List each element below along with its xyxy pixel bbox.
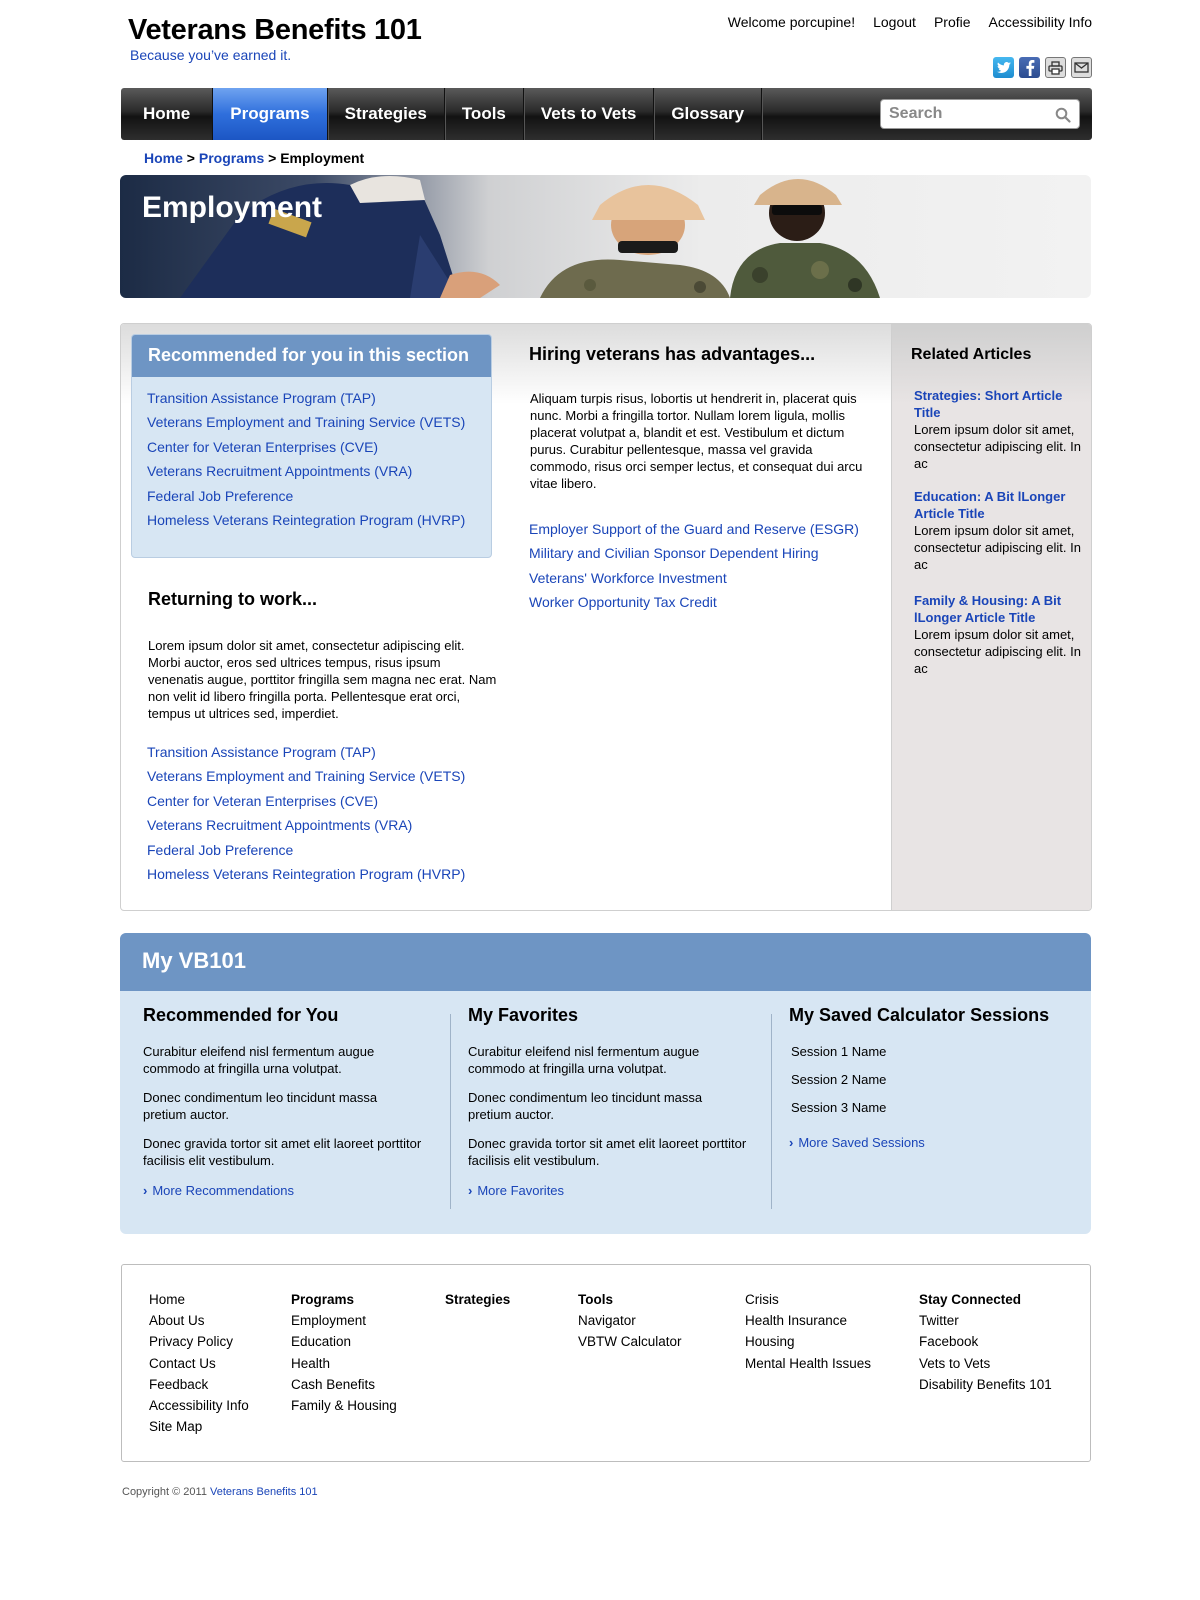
- nav-glossary[interactable]: Glossary: [654, 88, 762, 140]
- returning-body: Lorem ipsum dolor sit amet, consectetur adipiscing elit. Morbi auctor, eros sed ultrices tempus, risus ipsum venenatis augue, porttitor fringilla sem magna nec erat. Nam non velit id libero fringilla porta. Pellentesque erat orci, tempus ut ultrices sed, imperdiet.: [148, 638, 497, 721]
- related-article: [914, 387, 1084, 472]
- hero-banner: [120, 175, 1091, 298]
- recommended-link[interactable]: Federal Job Preference: [147, 487, 294, 504]
- recommended-link[interactable]: Veterans Employment and Training Service (VETS): [147, 414, 466, 431]
- footer-column: [291, 1292, 397, 1419]
- hiring-link[interactable]: Worker Opportunity Tax Credit: [529, 594, 717, 611]
- footer-heading-programs[interactable]: Programs: [291, 1292, 355, 1307]
- footer-column: [745, 1292, 871, 1377]
- site-title[interactable]: Veterans Benefits 101: [128, 14, 422, 46]
- footer-heading-strategies[interactable]: Strategies: [445, 1292, 511, 1307]
- related-article-title[interactable]: Education: A Bit lLonger Article Title: [914, 489, 1066, 521]
- related-article-title[interactable]: Family & Housing: A Bit lLonger Article Title: [914, 593, 1062, 625]
- footer-link[interactable]: Facebook: [919, 1334, 979, 1350]
- breadcrumb-current: Employment: [280, 150, 365, 166]
- my-vb101-title: My VB101: [120, 933, 1091, 991]
- twitter-icon[interactable]: [993, 57, 1014, 78]
- more-favorites-link[interactable]: [468, 1183, 748, 1198]
- breadcrumb: [144, 150, 364, 166]
- footer-link[interactable]: Vets to Vets: [919, 1355, 991, 1371]
- recommended-links: [132, 377, 491, 534]
- related-articles-sidebar: [891, 324, 1092, 911]
- my-recommendations: [143, 1005, 423, 1198]
- site-tagline: Because you’ve earned it.: [130, 47, 292, 63]
- nav-vets-to-vets[interactable]: Vets to Vets: [524, 88, 654, 140]
- session-item[interactable]: Session 1 Name: [791, 1044, 887, 1059]
- column-divider: [450, 1014, 451, 1209]
- print-icon[interactable]: [1045, 57, 1066, 78]
- chevron-right-icon: ›: [143, 1183, 148, 1198]
- footer-link[interactable]: Accessibility Info: [149, 1397, 249, 1413]
- footer-link[interactable]: Family & Housing: [291, 1397, 397, 1413]
- column-divider: [771, 1014, 772, 1209]
- footer-column: [578, 1292, 682, 1356]
- related-article-title[interactable]: Strategies: Short Article Title: [914, 388, 1063, 420]
- recommended-section-title: Recommended for you in this section: [132, 335, 491, 377]
- my-favorites: [468, 1005, 748, 1198]
- returning-link[interactable]: Center for Veteran Enterprises (CVE): [147, 792, 379, 809]
- footer-link[interactable]: Privacy Policy: [149, 1334, 234, 1350]
- share-buttons: [993, 57, 1092, 78]
- accessibility-info-link[interactable]: Accessibility Info: [988, 14, 1092, 30]
- breadcrumb-programs[interactable]: Programs: [198, 150, 265, 166]
- returning-link[interactable]: Veterans Recruitment Appointments (VRA): [147, 817, 413, 834]
- related-articles-heading: Related Articles: [911, 346, 1032, 363]
- related-article-summary: Lorem ipsum dolor sit amet, consectetur adipiscing elit. In ac: [914, 422, 1081, 471]
- hiring-body: Aliquam turpis risus, lobortis ut hendrerit in, placerat quis nunc. Morbi a fringilla tortor. Nullam lorem ligula, mollis placerat volutpat a, blandit et est. Vestibulum et dictum purus. Curabitur pellentesque, massa vel gravida commodo, risus orci semper lectus, et consequat dui arcu vitae libero.: [530, 391, 863, 491]
- chevron-right-icon: ›: [468, 1183, 473, 1198]
- more-saved-sessions-link[interactable]: [789, 1135, 1049, 1150]
- recommendation-item[interactable]: Donec gravida tortor sit amet elit laoreet porttitor facilisis elit vestibulum.: [143, 1136, 422, 1168]
- more-favorites-label: More Favorites: [477, 1183, 565, 1198]
- footer-link[interactable]: Employment: [291, 1313, 367, 1329]
- returning-link[interactable]: Transition Assistance Program (TAP): [147, 744, 376, 760]
- related-article-summary: Lorem ipsum dolor sit amet, consectetur adipiscing elit. In ac: [914, 627, 1081, 676]
- nav-home[interactable]: Home: [121, 88, 213, 140]
- saved-sessions-heading: My Saved Calculator Sessions: [789, 1005, 1050, 1025]
- copyright-link[interactable]: Veterans Benefits 101: [210, 1486, 318, 1498]
- returning-heading: Returning to work...: [148, 589, 317, 609]
- nav-programs[interactable]: Programs: [213, 88, 327, 140]
- search-input[interactable]: [881, 105, 1041, 123]
- my-vb101-panel: [120, 933, 1091, 1234]
- footer-link[interactable]: Health: [291, 1355, 331, 1371]
- user-links: [728, 14, 1092, 30]
- search-icon[interactable]: [1055, 107, 1071, 123]
- my-favorites-heading: My Favorites: [468, 1005, 579, 1025]
- favorite-item[interactable]: Donec gravida tortor sit amet elit laoreet porttitor facilisis elit vestibulum.: [468, 1136, 747, 1168]
- recommended-link[interactable]: Homeless Veterans Reintegration Program (HVRP): [147, 511, 466, 528]
- recommended-link[interactable]: Center for Veteran Enterprises (CVE): [147, 438, 379, 455]
- nav-tools[interactable]: Tools: [445, 88, 524, 140]
- returning-link[interactable]: Veterans Employment and Training Service (VETS): [147, 768, 466, 785]
- footer-link[interactable]: About Us: [149, 1313, 205, 1329]
- footer-column: [149, 1292, 249, 1440]
- facebook-icon[interactable]: [1019, 57, 1040, 78]
- favorite-item[interactable]: Curabitur eleifend nisl fermentum augue commodo at fringilla urna volutpat.: [468, 1044, 700, 1076]
- footer-column: [919, 1292, 1052, 1398]
- related-article: [914, 592, 1084, 677]
- footer-link[interactable]: Cash Benefits: [291, 1376, 376, 1392]
- main-navigation: [121, 88, 1092, 140]
- email-icon[interactable]: [1071, 57, 1092, 78]
- footer-link[interactable]: Site Map: [149, 1419, 203, 1435]
- profile-link[interactable]: Profie: [933, 14, 971, 30]
- breadcrumb-home[interactable]: Home: [144, 150, 183, 166]
- footer-link[interactable]: Feedback: [149, 1376, 209, 1392]
- copyright: [122, 1486, 318, 1498]
- footer-heading-stay-connected: Stay Connected: [919, 1292, 1022, 1307]
- copyright-text: Copyright © 2011: [122, 1486, 207, 1498]
- footer-link[interactable]: Twitter: [919, 1313, 959, 1329]
- content-panel: [120, 323, 1092, 911]
- session-item[interactable]: Session 2 Name: [791, 1072, 887, 1087]
- footer-link[interactable]: Crisis: [745, 1292, 779, 1307]
- my-recommendations-heading: Recommended for You: [143, 1005, 339, 1025]
- search-box: [880, 99, 1080, 129]
- footer-link[interactable]: Home: [149, 1292, 186, 1307]
- recommended-link[interactable]: Veterans Recruitment Appointments (VRA): [147, 463, 413, 480]
- recommended-section-box: [131, 334, 492, 558]
- returning-link[interactable]: Homeless Veterans Reintegration Program (HVRP): [147, 865, 466, 882]
- recommendation-item[interactable]: Curabitur eleifend nisl fermentum augue commodo at fringilla urna volutpat.: [143, 1044, 375, 1076]
- footer-column: [445, 1292, 510, 1313]
- hiring-heading: Hiring veterans has advantages...: [529, 344, 816, 364]
- breadcrumb-separator: >: [268, 150, 281, 166]
- more-recommendations-link[interactable]: [143, 1183, 423, 1198]
- footer-link[interactable]: Health Insurance: [745, 1313, 848, 1329]
- site-footer: [121, 1264, 1091, 1462]
- returning-link[interactable]: Federal Job Preference: [147, 841, 294, 858]
- footer-link[interactable]: Disability Benefits 101: [919, 1376, 1052, 1392]
- hiring-links: [529, 519, 859, 617]
- related-article-summary: Lorem ipsum dolor sit amet, consectetur adipiscing elit. In ac: [914, 523, 1081, 572]
- nav-strategies[interactable]: Strategies: [328, 88, 445, 140]
- footer-link[interactable]: Education: [291, 1334, 352, 1350]
- hiring-link[interactable]: Veterans' Workforce Investment: [529, 569, 727, 586]
- my-saved-sessions: [789, 1005, 1049, 1150]
- footer-heading-tools[interactable]: Tools: [578, 1292, 613, 1307]
- hiring-link[interactable]: Military and Civilian Sponsor Dependent Hiring: [529, 545, 819, 562]
- chevron-right-icon: ›: [789, 1135, 794, 1150]
- footer-link[interactable]: VBTW Calculator: [578, 1334, 682, 1350]
- more-recommendations-label: More Recommendations: [152, 1183, 294, 1198]
- more-saved-sessions-label: More Saved Sessions: [798, 1135, 925, 1150]
- logout-link[interactable]: Logout: [873, 14, 916, 30]
- page-title: Employment: [142, 191, 323, 224]
- footer-link[interactable]: Contact Us: [149, 1355, 216, 1371]
- breadcrumb-separator: >: [186, 150, 199, 166]
- welcome-message: Welcome porcupine!: [727, 14, 856, 30]
- footer-link[interactable]: Navigator: [578, 1313, 636, 1329]
- session-item[interactable]: Session 3 Name: [791, 1100, 887, 1115]
- related-article: [914, 488, 1084, 573]
- recommendation-item[interactable]: Donec condimentum leo tincidunt massa pretium auctor.: [143, 1090, 378, 1122]
- recommended-link[interactable]: Transition Assistance Program (TAP): [147, 390, 376, 406]
- hiring-link[interactable]: Employer Support of the Guard and Reserve (ESGR): [529, 521, 859, 537]
- favorite-item[interactable]: Donec condimentum leo tincidunt massa pretium auctor.: [468, 1090, 703, 1122]
- returning-links: [147, 742, 465, 888]
- footer-link[interactable]: Mental Health Issues: [745, 1355, 872, 1371]
- footer-link[interactable]: Housing: [745, 1334, 795, 1350]
